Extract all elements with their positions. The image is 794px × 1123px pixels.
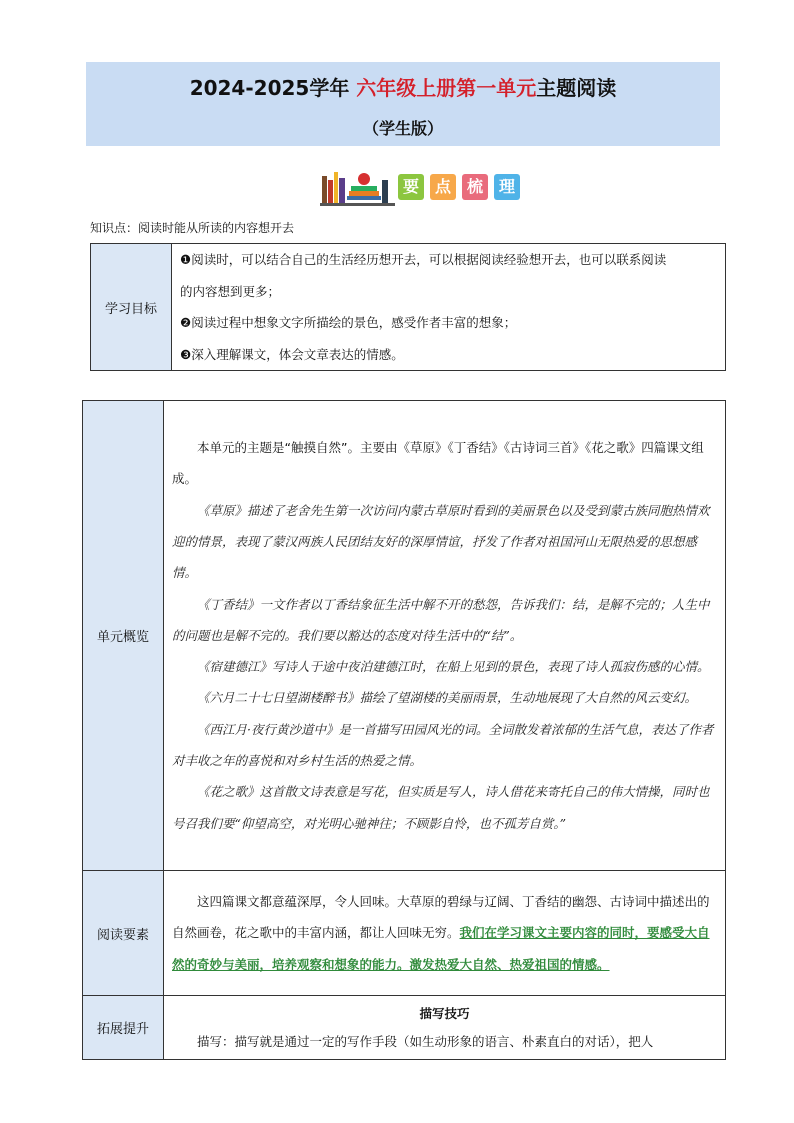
learning-goals-content <box>172 244 726 371</box>
logo-char-4: 理 <box>494 174 520 200</box>
logo-char-1: 要 <box>398 174 424 200</box>
learning-goals-label: 学习目标 <box>91 244 172 371</box>
books-icon <box>320 166 395 206</box>
extension-text: 描写：描写就是通过一定的写作手段（如生动形象的语言、朴素直白的对话），把人 <box>197 1033 654 1049</box>
reading-plain-text: 这四篇课文都意蕴深厚，令人回味。大草原的碧绿与辽阔、丁香结的幽怨、古诗词中描述出的自然画卷，花之歌中的丰富内涵，都让人回味无穷。 <box>172 894 710 941</box>
extension-label: 拓展提升 <box>83 996 164 1060</box>
overview-content <box>164 401 726 871</box>
title-banner <box>86 62 720 146</box>
title-unit: 六年级上册第一单元 <box>356 76 537 100</box>
overview-paragraph: 《宿建德江》写诗人于途中夜泊建德江时，在船上见到的景色，表现了诗人孤寂伤感的心情。 <box>197 659 710 675</box>
overview-paragraph: 《六月二十七日望湖楼醉书》描绘了望湖楼的美丽雨景，生动地展现了大自然的风云变幻。 <box>197 690 698 706</box>
overview-paragraph: 《花之歌》这首散文诗表意是写花，但实质是写人，诗人借花来寄托自己的伟大情操，同时也号召我们要“仰望高空，对光明心驰神往；不顾影自怜，也不孤芳自赏。” <box>172 784 710 831</box>
logo-char-2: 点 <box>430 174 456 200</box>
unit-table <box>82 400 726 1060</box>
knowledge-point: 知识点：阅读时能从所读的内容想开去 <box>90 221 295 235</box>
overview-paragraph: 《草原》描述了老舍先生第一次访问内蒙古草原时看到的美丽景色以及受到蒙古族同胞热情欢迎的情景，表现了蒙汉两族人民团结友好的深厚情谊，抒发了作者对祖国河山无限热爱的思想感情。 <box>172 502 710 581</box>
extension-content <box>164 996 726 1060</box>
overview-label: 单元概览 <box>83 401 164 871</box>
title-topic: 主题阅读 <box>536 76 617 100</box>
overview-intro: 本单元的主题是“触摸自然”。主要由《草原》《丁香结》《古诗词三首》《花之歌》四篇课文组成。 <box>172 440 704 487</box>
document-subtitle: （学生版） <box>362 119 443 138</box>
title-year: 2024-2025学年 <box>189 76 350 100</box>
key-points-logo <box>320 166 530 206</box>
extension-heading: 描写技巧 <box>419 1005 470 1021</box>
goal-line: ❸深入理解课文，体会文章表达的情感。 <box>180 346 404 362</box>
logo-char-3: 梳 <box>462 174 488 200</box>
reading-highlight-text: 我们在学习课文主要内容的同时，要感受大自然的奇妙与美丽，培养观察和想象的能力。激发热爱大自然、热爱祖国的情感。 <box>172 925 710 972</box>
reading-elements-content <box>164 871 726 996</box>
reading-elements-label: 阅读要素 <box>83 871 164 996</box>
overview-paragraph: 《西江月·夜行黄沙道中》是一首描写田园风光的词。全词散发着浓郁的生活气息，表达了作者对丰收之年的喜悦和对乡村生活的热爱之情。 <box>172 721 714 769</box>
document-title <box>86 72 720 101</box>
learning-goals-table <box>90 243 726 371</box>
goal-line: 的内容想到更多； <box>180 283 281 299</box>
goal-line: ❷阅读过程中想象文字所描绘的景色，感受作者丰富的想象； <box>180 315 517 330</box>
goal-line: ❶阅读时，可以结合自己的生活经历想开去，可以根据阅读经验想开去，也可以联系阅读 <box>180 252 667 267</box>
reading-elements-text <box>172 886 717 980</box>
overview-paragraph: 《丁香结》一文作者以丁香结象征生活中解不开的愁怨，告诉我们：结，是解不完的；人生中的问题也是解不完的。我们要以豁达的态度对待生活中的“结”。 <box>172 596 710 643</box>
